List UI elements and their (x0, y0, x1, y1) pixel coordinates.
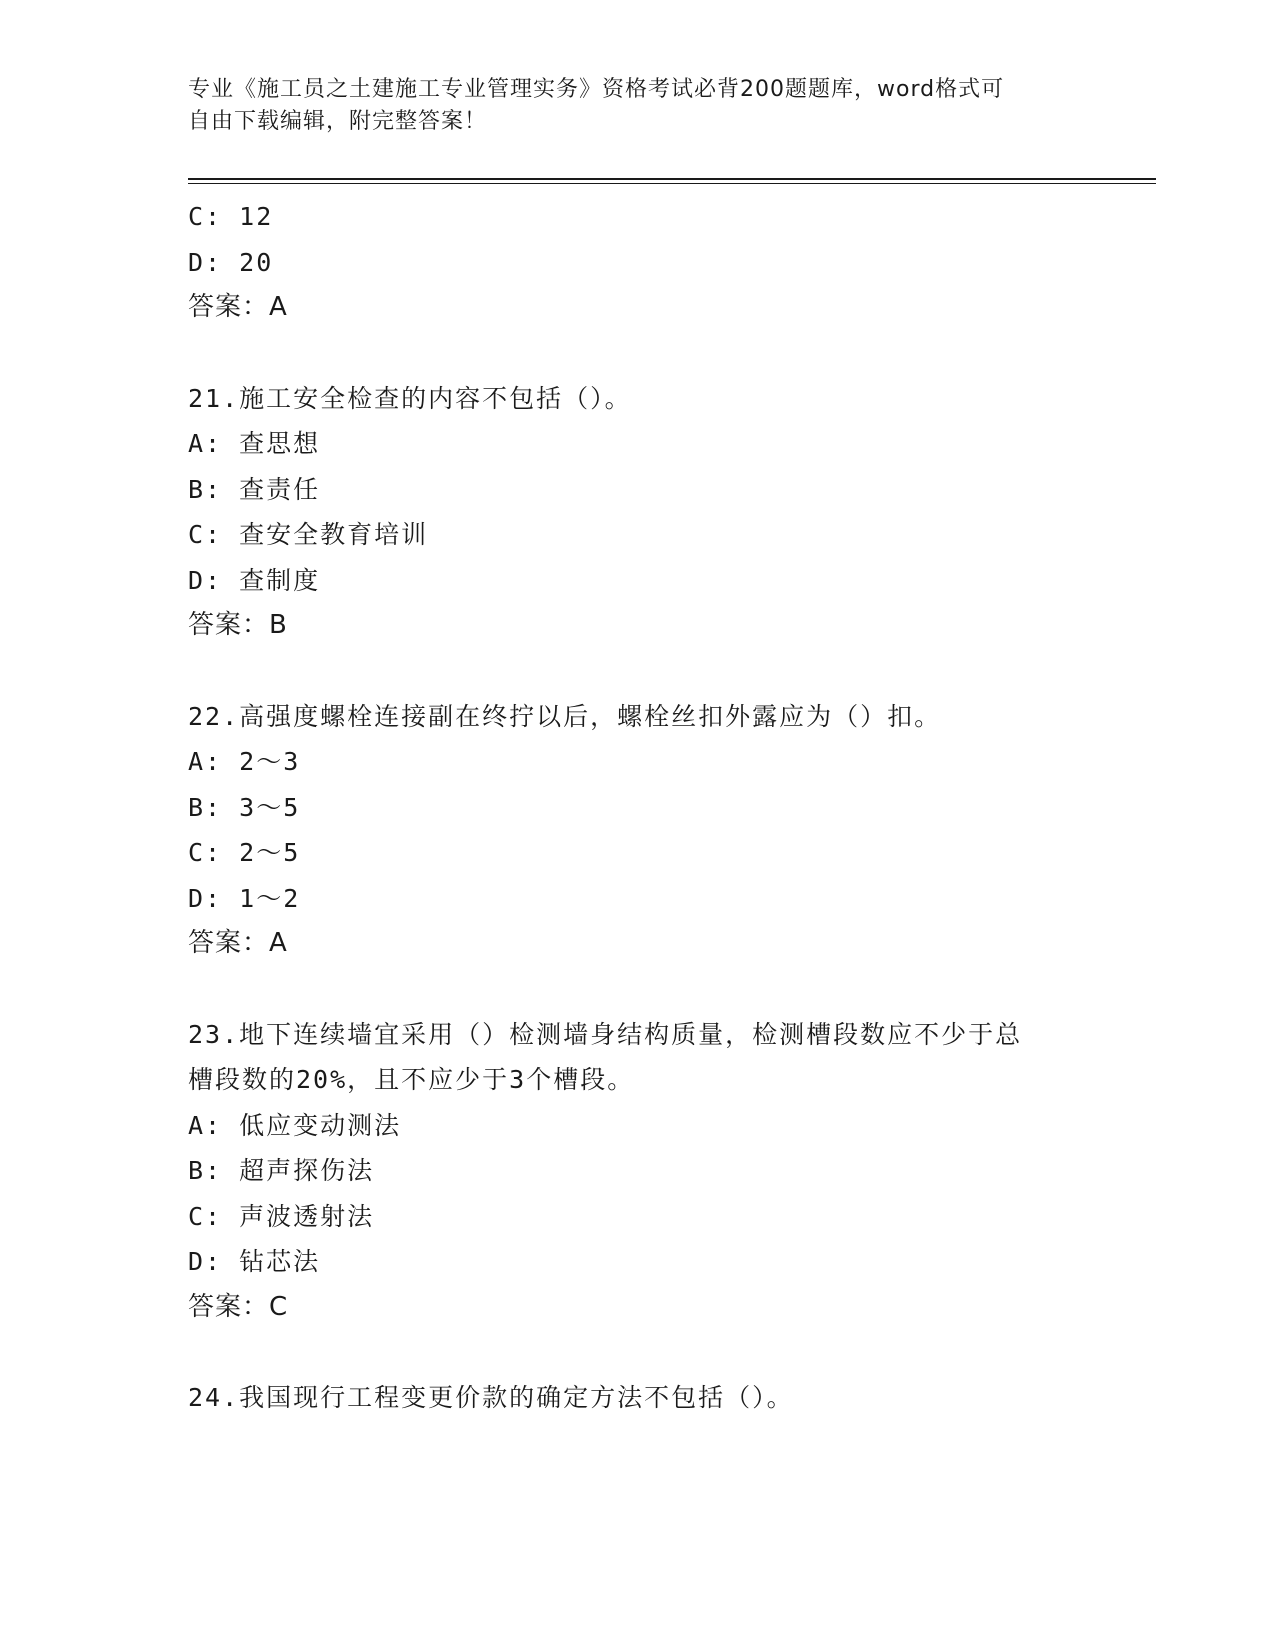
question-22 (188, 694, 1148, 967)
header-divider-thin (188, 183, 1156, 184)
spacer (188, 1330, 1148, 1375)
question-24 (188, 1375, 1148, 1421)
question-stem: 21.施工安全检查的内容不包括（）。 (188, 383, 632, 413)
option-a: A: 低应变动测法 (188, 1110, 402, 1140)
question-stem: 22.高强度螺栓连接副在终拧以后，螺栓丝扣外露应为（）扣。 (188, 701, 942, 731)
header-title-line-2: 自由下载编辑，附完整答案！ (188, 109, 488, 134)
option-b: B: 超声探伤法 (188, 1156, 375, 1185)
option-d: D: 钻芯法 (188, 1247, 321, 1276)
option-c: C: 查安全教育培训 (188, 520, 429, 549)
question-stem: 24.我国现行工程变更价款的确定方法不包括（）。 (188, 1383, 794, 1412)
question-list (188, 194, 1148, 1421)
option-c: C: 声波透射法 (188, 1201, 375, 1231)
spacer (188, 967, 1148, 1012)
question-23 (188, 1012, 1148, 1331)
prev-option-c: C: 12 (188, 202, 274, 231)
option-d: D: 1～2 (188, 883, 301, 913)
document-header (188, 74, 1088, 138)
answer: 答案：B (188, 610, 288, 640)
prev-answer: 答案：A (188, 292, 288, 322)
option-b: B: 查责任 (188, 474, 321, 504)
header-title-line-1: 专业《施工员之土建施工专业管理实务》资格考试必背200题题库，word格式可 (188, 77, 1005, 102)
answer: 答案：A (188, 928, 288, 958)
option-b: B: 3～5 (188, 792, 301, 822)
question-stem-line-2: 槽段数的20%，且不应少于3个槽段。 (188, 1065, 635, 1094)
option-a: A: 2～3 (188, 747, 301, 776)
question-stem-line-1: 23.地下连续墙宜采用（）检测墙身结构质量，检测槽段数应不少于总 (188, 1019, 1023, 1049)
spacer (188, 649, 1148, 694)
header-divider-thick (188, 178, 1156, 180)
option-c: C: 2～5 (188, 838, 301, 867)
answer: 答案：C (188, 1291, 289, 1322)
option-d: D: 查制度 (188, 565, 321, 595)
option-a: A: 查思想 (188, 429, 321, 458)
spacer (188, 331, 1148, 376)
prev-option-d: D: 20 (188, 247, 274, 277)
question-21 (188, 376, 1148, 649)
